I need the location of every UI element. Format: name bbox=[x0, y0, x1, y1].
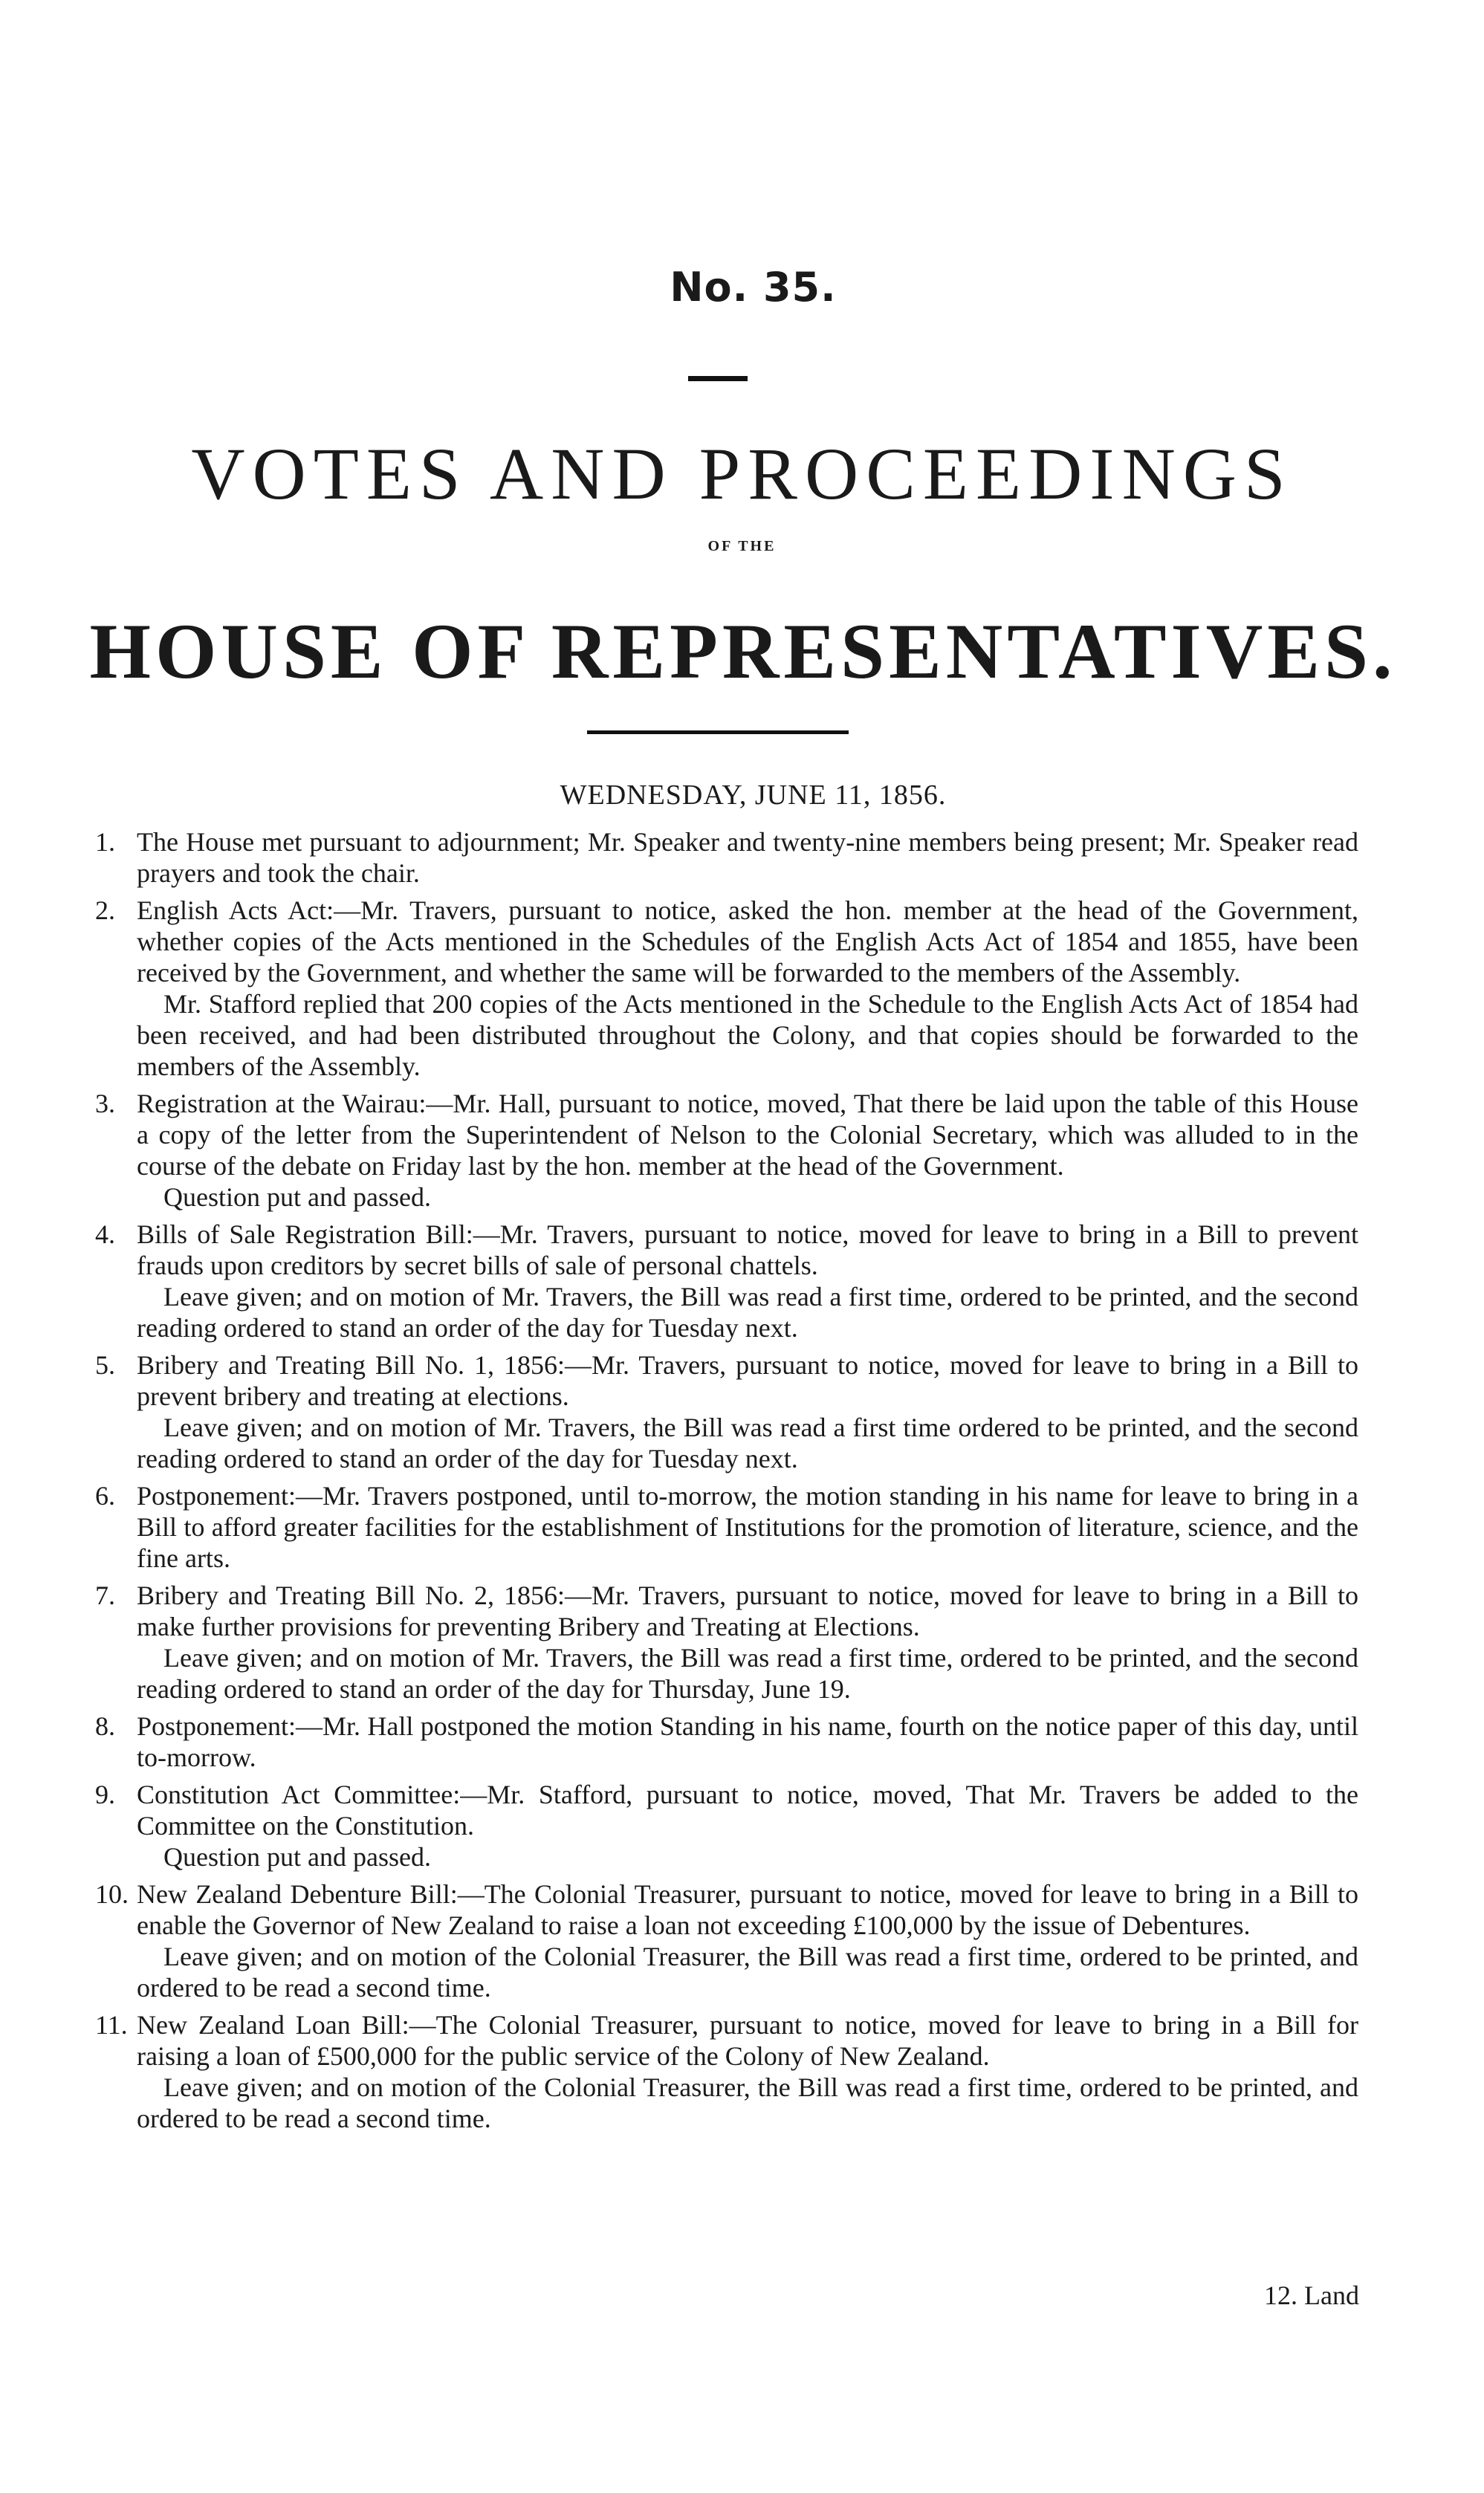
entry-number: 10. bbox=[95, 1879, 129, 1909]
entry-outcome: Question put and passed. bbox=[163, 1842, 431, 1872]
proceeding-entry-5 bbox=[95, 1349, 1358, 1474]
entry-text: English Acts Act:—Mr. Travers, pursuant to notice, asked the hon. member at the head of the Government, whether copies of the Acts mentioned in the Schedules of the English Acts Act of 1854 and 1855, have been received by the Government, and whether the same will be forwarded to the members of the Assembly. bbox=[137, 895, 1358, 988]
paper-number: No. 35. bbox=[670, 264, 837, 311]
entry-number: 9. bbox=[95, 1780, 115, 1809]
entry-text: Constitution Act Committee:—Mr. Stafford, pursuant to notice, moved, That Mr. Travers be added to the Committee on the Constitution. bbox=[137, 1780, 1358, 1841]
entry-number: 8. bbox=[95, 1711, 115, 1741]
entry-number: 6. bbox=[95, 1481, 115, 1511]
entry-text: Bribery and Treating Bill No. 1, 1856:—Mr. Travers, pursuant to notice, moved for leave to bring in a Bill to prevent bribery and treating at elections. bbox=[137, 1350, 1358, 1411]
entry-number: 1. bbox=[95, 827, 115, 857]
entry-subtext: Mr. Stafford replied that 200 copies of the Acts mentioned in the Schedule to the English Acts Act of 1854 had been received, and had been distributed throughout the Colony, and that copies should be forwarded to the members of the Assembly. bbox=[137, 989, 1358, 1081]
divider-rule bbox=[587, 730, 849, 734]
entry-subtext: Leave given; and on motion of Mr. Travers, the Bill was read a first time, ordered to be printed, and the second reading ordered to stand an order of the day for Thursday, June 19. bbox=[137, 1643, 1358, 1704]
proceeding-entry-4 bbox=[95, 1219, 1358, 1343]
entry-text: Postponement:—Mr. Travers postponed, until to-morrow, the motion standing in his name for leave to bring in a Bill to afford greater facilities for the establishment of Institutions for the promotion of literature, science, and the fine arts. bbox=[137, 1481, 1358, 1573]
house-heading: HOUSE OF REPRESENTATIVES. bbox=[89, 608, 1397, 695]
proceeding-entry-10 bbox=[95, 1878, 1358, 2003]
entry-text: New Zealand Debenture Bill:—The Colonial Treasurer, pursuant to notice, moved for leave to bring in a Bill to enable the Governor of New Zealand to raise a loan not exceeding £100,000 by the issue of Debentures. bbox=[137, 1879, 1358, 1940]
document-title: VOTES AND PROCEEDINGS bbox=[191, 432, 1293, 515]
proceeding-entry-1 bbox=[95, 826, 1358, 889]
entry-number: 3. bbox=[95, 1089, 115, 1118]
proceeding-entry-6 bbox=[95, 1480, 1358, 1574]
entry-subtext: Leave given; and on motion of the Colonial Treasurer, the Bill was read a first time, ordered to be printed, and ordered to be read a second time. bbox=[137, 2072, 1358, 2133]
entry-number: 2. bbox=[95, 895, 115, 925]
proceedings-list bbox=[95, 826, 1358, 2140]
proceeding-entry-7 bbox=[95, 1580, 1358, 1705]
entry-subtext: Leave given; and on motion of Mr. Travers, the Bill was read a first time, ordered to be printed, and the second reading ordered to stand an order of the day for Tuesday next. bbox=[137, 1282, 1358, 1343]
sitting-date: WEDNESDAY, JUNE 11, 1856. bbox=[560, 779, 947, 811]
entry-text: Bills of Sale Registration Bill:—Mr. Travers, pursuant to notice, moved for leave to bring in a Bill to prevent frauds upon creditors by secret bills of sale of personal chattels. bbox=[137, 1219, 1358, 1280]
proceeding-entry-9 bbox=[95, 1779, 1358, 1873]
proceeding-entry-2 bbox=[95, 895, 1358, 1082]
entry-subtext: Leave given; and on motion of the Colonial Treasurer, the Bill was read a first time, ordered to be printed, and ordered to be read a second time. bbox=[137, 1942, 1358, 2003]
divider-short bbox=[688, 376, 748, 381]
entry-text: Bribery and Treating Bill No. 2, 1856:—Mr. Travers, pursuant to notice, moved for leave to bring in a Bill to make further provisions for preventing Bribery and Treating at Elections. bbox=[137, 1581, 1358, 1641]
proceeding-entry-11 bbox=[95, 2009, 1358, 2134]
entry-text: Registration at the Wairau:—Mr. Hall, pursuant to notice, moved, That there be laid upon the table of this House a copy of the letter from the Superintendent of Nelson to the Colonial Secretary, which was alluded to in the course of the debate on Friday last by the hon. member at the head of the Government. bbox=[137, 1089, 1358, 1181]
entry-number: 11. bbox=[95, 2010, 128, 2040]
entry-text: The House met pursuant to adjournment; Mr. Speaker and twenty-nine members being present; Mr. Speaker read prayers and took the chair. bbox=[137, 827, 1358, 888]
entry-outcome: Question put and passed. bbox=[163, 1182, 431, 1212]
catchword: 12. Land bbox=[1264, 2280, 1359, 2310]
entry-number: 7. bbox=[95, 1581, 115, 1610]
entry-number: 5. bbox=[95, 1350, 115, 1380]
entry-text: New Zealand Loan Bill:—The Colonial Treasurer, pursuant to notice, moved for leave to bring in a Bill for raising a loan of £500,000 for the public service of the Colony of New Zealand. bbox=[137, 2010, 1358, 2071]
entry-number: 4. bbox=[95, 1219, 115, 1249]
title-connector: OF THE bbox=[707, 538, 777, 554]
proceeding-entry-3 bbox=[95, 1088, 1358, 1213]
proceeding-entry-8 bbox=[95, 1711, 1358, 1773]
entry-text: Postponement:—Mr. Hall postponed the motion Standing in his name, fourth on the notice paper of this day, until to-morrow. bbox=[137, 1711, 1358, 1772]
entry-subtext: Leave given; and on motion of Mr. Travers, the Bill was read a first time ordered to be printed, and the second reading ordered to stand an order of the day for Tuesday next. bbox=[137, 1413, 1358, 1474]
